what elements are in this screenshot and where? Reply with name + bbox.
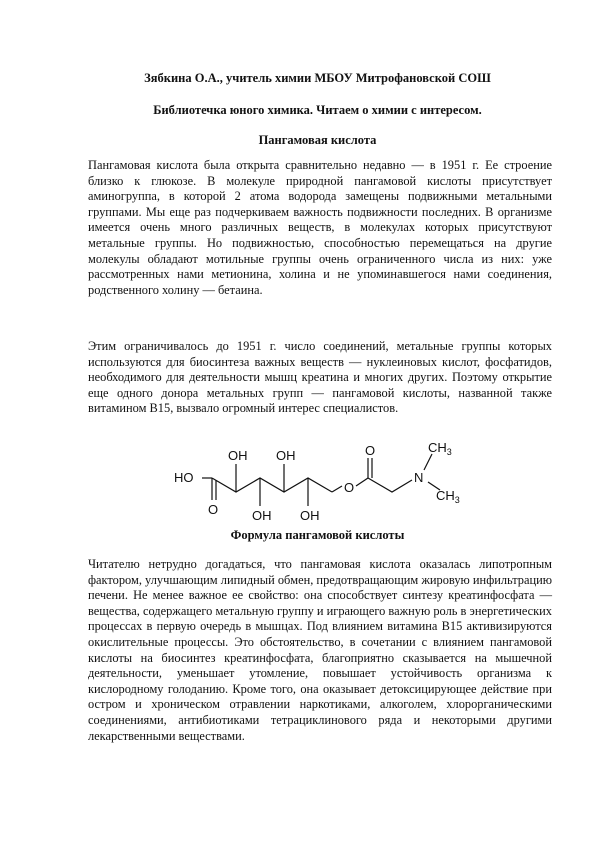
paragraph-3: Читателю нетрудно догадаться, что пангамовая кислота оказалась липотропным фактором, улучшающим липидный обмен, предотвращающим жировую инфильтрацию печени. Не менее важное ее свойство: она способствует синтезу креатинфосфата — вещества, содержащего метальную группу и играющего важную роль в энергетических процессах в первую очередь в мышцах. Под влиянием витамина В15 активизируются окислительные процессы. Это обстоятельство, в сочетании с влиянием пангамовой кислоты на биосинтез креатинфосфата, благоприятно сказывается на мышечной деятельности, уменьшает утомление, повышает устойчивость организма к кислородному голоданию. Кроме того, она оказывает детоксицирующее действие при остром и хроническом отравлении наркотиками, алкоголем, хлорорганическими соединениями, антибиотиками тетрациклинового ряда и некоторыми другими лекарственными веществами. xyxy=(88,557,552,743)
paragraph-1: Пангамовая кислота была открыта сравнительно недавно — в 1951 г. Ее строение близко к глюкозе. В молекуле природной пангамовой кислоты присутствует аминогруппа, в которой 2 атома водорода замещены подвижными метальными группами. Мы еще раз подчеркиваем важность подвижности последних. В организме имеется очень много различных веществ, в молекулах которых присутствуют метальные группы. Но подвижностью, способностью перемещаться на другие молекулы обладают мотильные группы очень ограниченного числа из них: уже рассмотренных нами метионина, холина и не упоминавшегося нами соединения, родственного холину — бетаина. xyxy=(88,158,552,297)
pangamic-acid-structural-formula xyxy=(170,442,470,528)
label-o-ester: O xyxy=(344,480,355,495)
formula-caption: Формула пангамовой кислоты xyxy=(230,528,405,542)
label-oh-top-2: OH xyxy=(276,448,296,463)
author-line: Зябкина О.А., учитель химии МБОУ Митрофановской СОШ xyxy=(144,71,491,85)
label-ho: HO xyxy=(174,470,194,485)
label-n: N xyxy=(414,470,424,485)
label-oh-top-1: OH xyxy=(228,448,248,463)
label-oh-bottom-2: OH xyxy=(300,508,320,523)
label-ch3-top: $CH_3$ xyxy=(428,442,452,457)
label-ch3-bottom: $CH_3$ xyxy=(436,488,460,505)
series-line: Библиотечка юного химика. Читаем о химии с интересом. xyxy=(153,103,482,117)
label-oh-bottom-1: OH xyxy=(252,508,272,523)
article-title: Пангамовая кислота xyxy=(258,133,377,147)
label-o-acid: O xyxy=(208,502,219,517)
paragraph-2: Этим ограничивалось до 1951 г. число соединений, метальные группы которых используются для биосинтеза важных веществ — нуклеиновых кислот, фосфатидов, необходимого для деятельности мышц креатина и многих других. Поэтому открытие еще одного донора метальных групп — пангамовой кислоты, названной также витамином В15, вызвало огромный интерес специалистов. xyxy=(88,339,552,416)
label-o-carbonyl: O xyxy=(365,443,376,458)
